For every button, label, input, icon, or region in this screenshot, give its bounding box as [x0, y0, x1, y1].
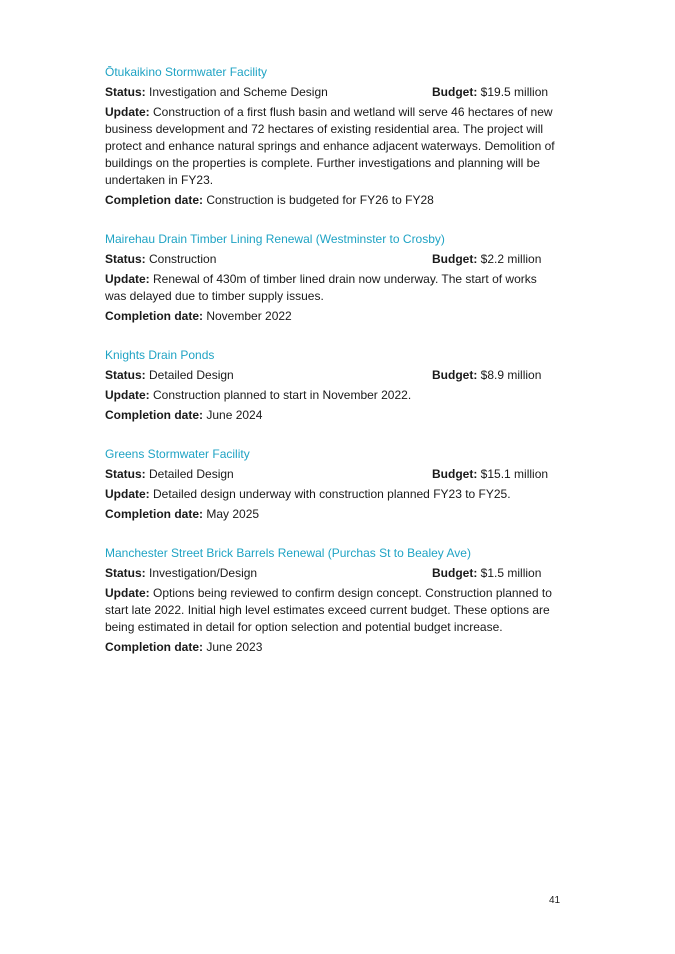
status-field — [105, 466, 234, 483]
status-field — [105, 367, 234, 384]
budget-value: $19.5 million — [480, 85, 549, 99]
update-text: Construction of a first flush basin and wetland will serve 46 hectares of new business development and 72 hectares of existing residential area. The project will protect and enhance natural springs and enhance adjacent waterways. Demolition of buildings on the properties is complete. Further investigations and planning will be undertaken in FY23. — [105, 105, 555, 187]
status-value: Investigation and Scheme Design — [149, 85, 328, 99]
completion-label: Completion date: — [105, 640, 203, 654]
completion-paragraph — [105, 308, 560, 325]
budget-label: Budget: — [432, 368, 478, 382]
budget-label: Budget: — [432, 467, 478, 481]
completion-label: Completion date: — [105, 408, 203, 422]
completion-label: Completion date: — [105, 507, 203, 521]
update-text: Construction planned to start in November 2022. — [153, 388, 412, 402]
completion-value: May 2025 — [206, 507, 260, 521]
budget-value: $1.5 million — [480, 566, 542, 580]
status-field — [105, 251, 216, 268]
update-text: Options being reviewed to confirm design concept. Construction planned to start late 2022. Initial high level estimates exceed current budget. These options are being estimated in detail for option selection and potential budget increase. — [105, 586, 552, 634]
status-field — [105, 84, 328, 101]
project-title: Manchester Street Brick Barrels Renewal (Purchas St to Bealey Ave) — [105, 546, 471, 560]
status-label: Status: — [105, 252, 146, 266]
budget-label: Budget: — [432, 566, 478, 580]
budget-label: Budget: — [432, 252, 478, 266]
budget-value: $15.1 million — [480, 467, 549, 481]
update-label: Update: — [105, 105, 150, 119]
project-title: Ōtukaikino Stormwater Facility — [105, 65, 268, 79]
status-label: Status: — [105, 467, 146, 481]
update-label: Update: — [105, 487, 150, 501]
completion-value: June 2023 — [206, 640, 263, 654]
status-field — [105, 565, 257, 582]
update-text: Detailed design underway with construction planned FY23 to FY25. — [153, 487, 511, 501]
status-budget-row — [105, 367, 560, 384]
status-label: Status: — [105, 566, 146, 580]
project-title: Knights Drain Ponds — [105, 348, 215, 362]
status-value: Detailed Design — [149, 368, 234, 382]
update-paragraph — [105, 271, 560, 305]
update-label: Update: — [105, 586, 150, 600]
update-paragraph — [105, 104, 560, 189]
budget-field — [432, 84, 548, 101]
page-number: 41 — [549, 895, 561, 906]
budget-field — [432, 251, 541, 268]
budget-value: $8.9 million — [480, 368, 542, 382]
budget-field — [432, 367, 541, 384]
budget-field — [432, 466, 548, 483]
completion-paragraph — [105, 407, 560, 424]
completion-paragraph — [105, 192, 560, 209]
completion-label: Completion date: — [105, 193, 203, 207]
project-title: Greens Stormwater Facility — [105, 447, 250, 461]
budget-field — [432, 565, 541, 582]
status-label: Status: — [105, 368, 146, 382]
update-paragraph — [105, 387, 560, 404]
status-budget-row — [105, 565, 560, 582]
update-paragraph — [105, 486, 560, 503]
status-value: Investigation/Design — [149, 566, 258, 580]
document-page — [105, 64, 560, 678]
update-text: Renewal of 430m of timber lined drain now underway. The start of works was delayed due to timber supply issues. — [105, 272, 537, 303]
budget-value: $2.2 million — [480, 252, 542, 266]
completion-value: November 2022 — [206, 309, 292, 323]
completion-paragraph — [105, 506, 560, 523]
status-value: Construction — [149, 252, 217, 266]
status-label: Status: — [105, 85, 146, 99]
completion-value: June 2024 — [206, 408, 263, 422]
update-label: Update: — [105, 388, 150, 402]
project-greens-stormwater — [105, 446, 560, 523]
completion-label: Completion date: — [105, 309, 203, 323]
project-mairehau-drain — [105, 231, 560, 325]
status-value: Detailed Design — [149, 467, 234, 481]
completion-paragraph — [105, 639, 560, 656]
project-otukaikino — [105, 64, 560, 209]
status-budget-row — [105, 84, 560, 101]
budget-label: Budget: — [432, 85, 478, 99]
project-manchester-street — [105, 545, 560, 656]
status-budget-row — [105, 466, 560, 483]
project-knights-drain — [105, 347, 560, 424]
update-label: Update: — [105, 272, 150, 286]
status-budget-row — [105, 251, 560, 268]
update-paragraph — [105, 585, 560, 636]
completion-value: Construction is budgeted for FY26 to FY28 — [206, 193, 434, 207]
project-title: Mairehau Drain Timber Lining Renewal (Westminster to Crosby) — [105, 232, 445, 246]
